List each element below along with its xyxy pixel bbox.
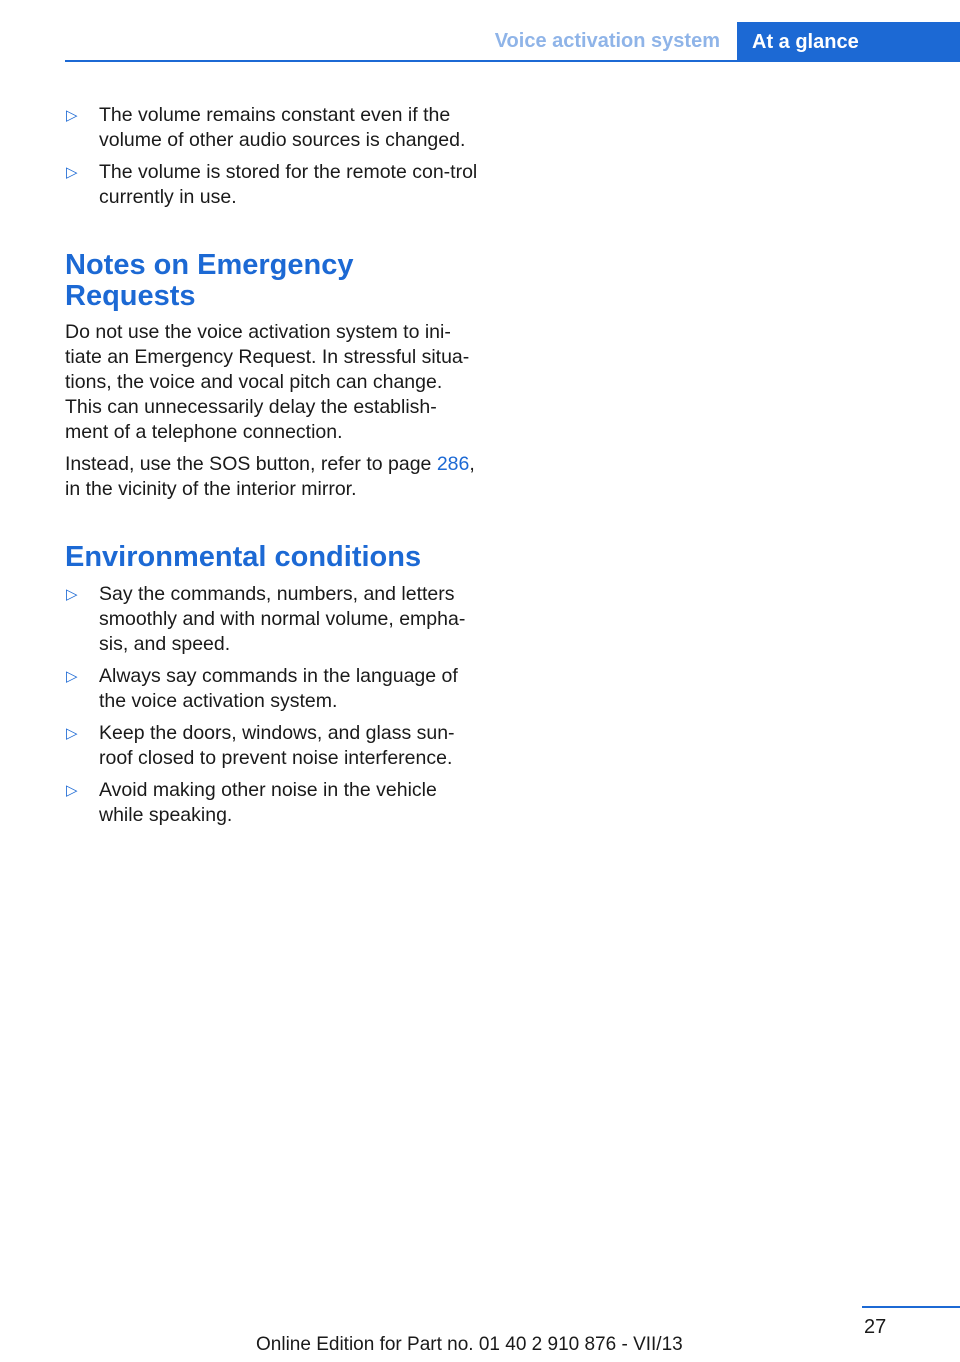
list-item-text: Avoid making other noise in the vehicle while speaking.: [99, 779, 437, 826]
triangle-bullet-icon: ▷: [66, 668, 78, 685]
list-item-text: The volume remains constant even if the volume of other audio sources is changed.: [99, 104, 466, 151]
page-reference-link[interactable]: 286: [436, 453, 470, 475]
heading-emergency-requests: Notes on Emergency Requests: [65, 249, 354, 312]
triangle-bullet-icon: ▷: [66, 586, 78, 603]
paragraph-sos: [65, 452, 480, 502]
list-item: [65, 721, 480, 771]
sos-text-before: Instead, use the SOS button, refer to page: [65, 453, 437, 475]
triangle-bullet-icon: ▷: [66, 107, 78, 124]
header-section-title[interactable]: Voice activation system: [494, 30, 720, 52]
sos-text-after: , in the vicinity of the interior mirror.: [65, 453, 475, 500]
triangle-bullet-icon: ▷: [66, 725, 78, 742]
edition-footer: Online Edition for Part no. 01 40 2 910 876 - VII/13: [256, 1334, 683, 1355]
list-item: [65, 778, 480, 828]
paragraph-emergency: Do not use the voice activation system to ini-tiate an Emergency Request. In stressful situa-tions, the voice and vocal pitch can change. This can unnecessarily delay the establish-ment of a telephone connection.: [65, 321, 470, 443]
heading-environmental-conditions: Environmental conditions: [65, 541, 422, 573]
list-item: [65, 160, 480, 210]
triangle-bullet-icon: ▷: [66, 782, 78, 799]
page-number: 27: [864, 1316, 887, 1338]
list-item: [65, 664, 480, 714]
triangle-bullet-icon: ▷: [66, 164, 78, 181]
page-header: [0, 0, 960, 62]
environment-list: [65, 582, 480, 828]
list-item-text: Always say commands in the language of the voice activation system.: [99, 665, 458, 712]
list-item-text: The volume is stored for the remote con-trol currently in use.: [99, 161, 478, 208]
footer-rule: [862, 1306, 960, 1308]
content-column: [65, 103, 480, 835]
list-item-text: Say the commands, numbers, and letters smoothly and with normal volume, empha-sis, and speed.: [99, 583, 466, 655]
header-rule: [65, 60, 960, 62]
list-item: [65, 582, 480, 657]
list-item-text: Keep the doors, windows, and glass sun-roof closed to prevent noise interference.: [99, 722, 455, 769]
volume-list: [65, 103, 480, 210]
list-item: [65, 103, 480, 153]
header-tab-at-a-glance[interactable]: At a glance: [737, 22, 960, 62]
